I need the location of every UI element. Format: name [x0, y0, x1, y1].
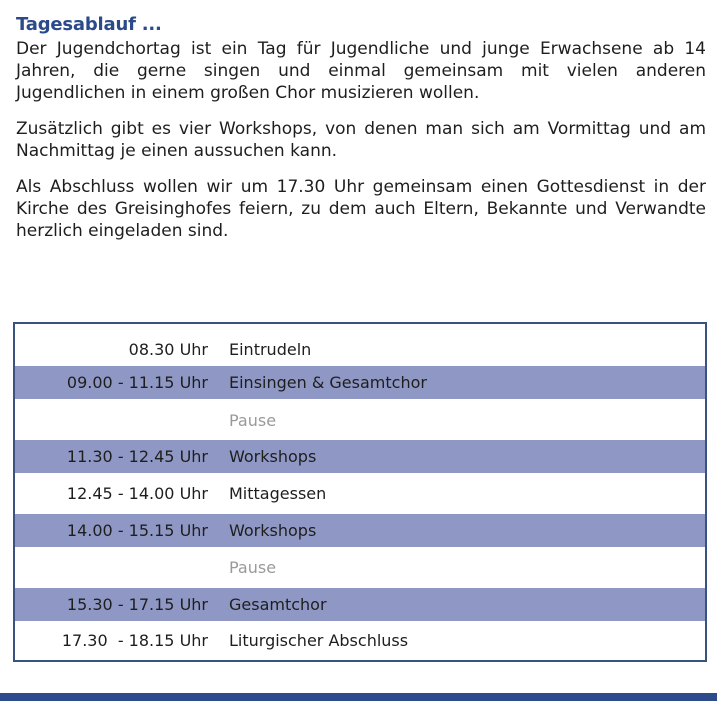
schedule-time: 17.30 - 18.15 Uhr	[61, 631, 208, 650]
intro-paragraph-1: Der Jugendchortag ist ein Tag für Jugendliche und junge Erwachsene ab 14 Jahren, die gerne singen und einmal gemeinsam mit vielen anderen Jugendlichen in einem großen Chor musizieren wollen.	[16, 39, 706, 103]
schedule-row	[15, 333, 705, 366]
schedule-time: 14.00 - 15.15 Uhr	[66, 521, 208, 540]
intro-paragraph-3: Als Abschluss wollen wir um 17.30 Uhr gemeinsam einen Gottesdienst in der Kirche des Greisinghofes feiern, zu dem auch Eltern, Bekannte und Verwandte herzlich eingeladen sind.	[16, 177, 706, 241]
schedule-event: Pause	[229, 558, 277, 577]
schedule-time: 09.00 - 11.15 Uhr	[66, 373, 208, 392]
schedule-event: Einsingen & Gesamtchor	[229, 373, 427, 392]
schedule-event: Workshops	[229, 447, 317, 466]
schedule-time: 08.30 Uhr	[128, 340, 208, 359]
schedule-event: Pause	[229, 411, 277, 430]
page-title: Tagesablauf ...	[16, 14, 162, 35]
schedule-event: Eintrudeln	[229, 340, 312, 359]
schedule-row	[15, 551, 705, 584]
schedule-row	[15, 366, 705, 399]
schedule-time: 15.30 - 17.15 Uhr	[66, 595, 208, 614]
schedule-event: Workshops	[229, 521, 317, 540]
intro-paragraph-2: Zusätzlich gibt es vier Workshops, von denen man sich am Vormittag und am Nachmittag je einen aussuchen kann.	[16, 119, 706, 161]
schedule-event: Liturgischer Abschluss	[229, 631, 409, 650]
schedule-row	[15, 588, 705, 621]
schedule-row	[15, 477, 705, 510]
schedule-time: 12.45 - 14.00 Uhr	[66, 484, 208, 503]
schedule-row	[15, 404, 705, 437]
schedule-row	[15, 624, 705, 657]
schedule-row	[15, 440, 705, 473]
schedule-table	[13, 322, 707, 662]
schedule-time: 11.30 - 12.45 Uhr	[66, 447, 208, 466]
bottom-bar	[0, 693, 717, 701]
intro-section	[16, 12, 706, 256]
schedule-event: Mittagessen	[229, 484, 327, 503]
schedule-row	[15, 514, 705, 547]
schedule-event: Gesamtchor	[229, 595, 327, 614]
